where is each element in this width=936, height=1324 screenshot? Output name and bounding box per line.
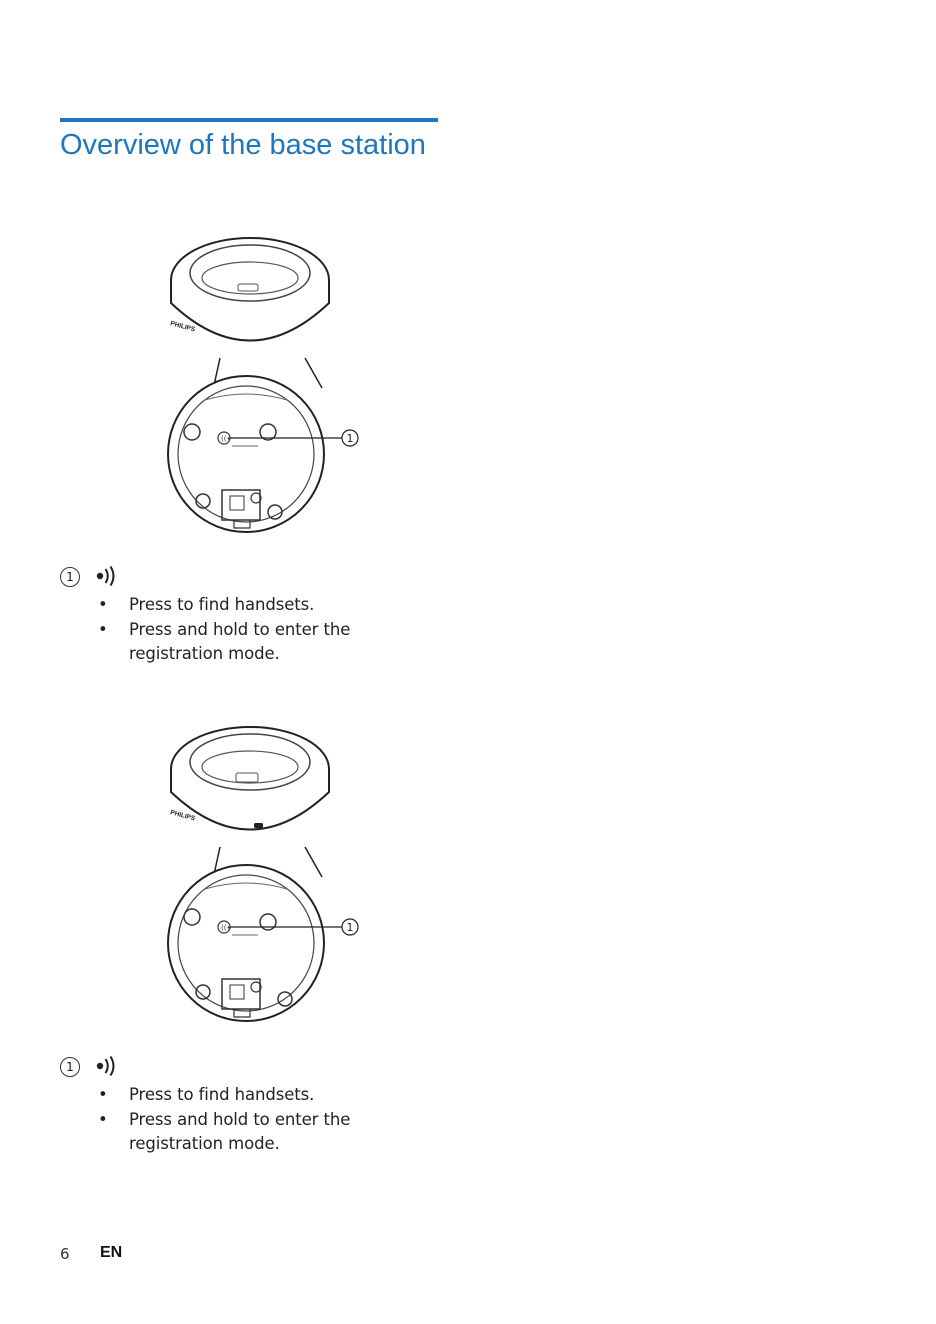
bullet-dot: • xyxy=(98,595,108,614)
signal-waves-icon xyxy=(94,565,118,591)
bullet-text: Press to find handsets. xyxy=(129,1085,315,1104)
base-station-figure xyxy=(150,228,380,538)
brand-label: PHILIPS xyxy=(169,809,196,823)
signal-waves-icon xyxy=(94,1055,118,1081)
bullet-text: Press to find handsets. xyxy=(129,595,315,614)
page-title: Overview of the base station xyxy=(60,129,426,161)
list-item xyxy=(60,1083,440,1108)
title-rule xyxy=(60,118,438,122)
bullet-text: Press and hold to enter the registration mode. xyxy=(129,1109,351,1153)
callout-number: 1 xyxy=(60,567,80,587)
list-item xyxy=(60,1108,440,1157)
list-item xyxy=(60,593,440,618)
signal-waves-icon: ((• xyxy=(221,924,231,932)
language-code: EN xyxy=(100,1244,123,1261)
page-number: 6 xyxy=(60,1245,70,1263)
legend-block xyxy=(60,567,440,667)
signal-waves-icon: ((• xyxy=(221,435,231,443)
bullet-dot: • xyxy=(98,619,108,639)
indicator-icon xyxy=(254,823,263,828)
callout-number: 1 xyxy=(60,1057,80,1077)
list-item xyxy=(60,618,440,667)
brand-label: PHILIPS xyxy=(169,320,196,334)
bullet-text: Press and hold to enter the registration mode. xyxy=(129,619,351,663)
base-station-illustration xyxy=(150,228,380,538)
bullet-dot: • xyxy=(98,1085,108,1104)
callout-number: 1 xyxy=(346,432,354,445)
base-station-illustration xyxy=(150,717,380,1027)
bullet-dot: • xyxy=(98,1109,108,1129)
base-station-figure xyxy=(150,717,380,1027)
legend-block xyxy=(60,1057,440,1157)
callout-number: 1 xyxy=(346,921,354,934)
